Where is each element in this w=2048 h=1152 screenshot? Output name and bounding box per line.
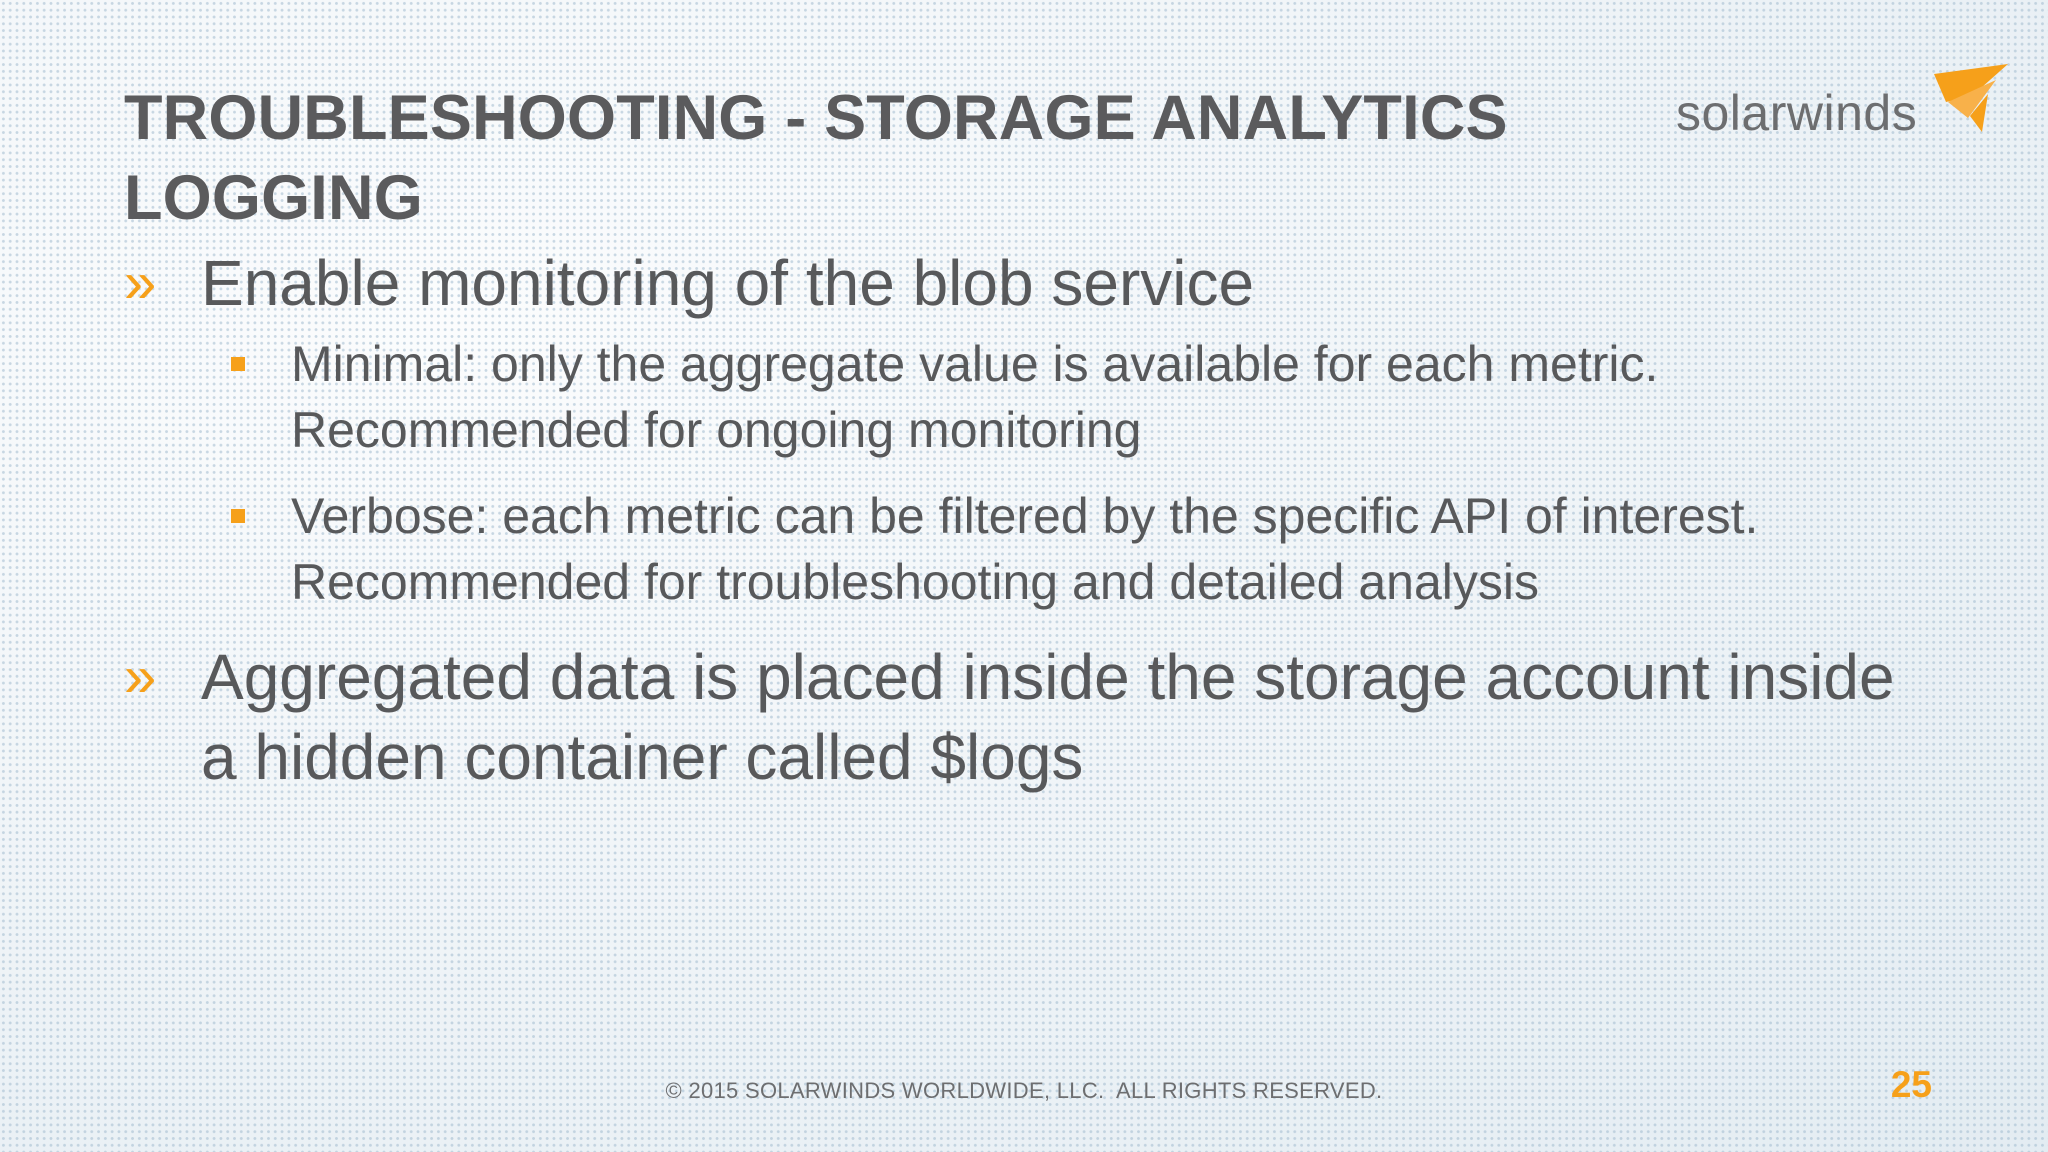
bullet-text: Aggregated data is placed inside the storage account inside a hidden container called $logs xyxy=(201,641,1895,793)
sub-bullet-item xyxy=(124,483,1944,615)
bullet-item xyxy=(124,243,1944,323)
logo-wordmark: solarwinds xyxy=(1676,85,1918,141)
square-bullet-icon xyxy=(231,357,245,371)
sub-bullet-text: Verbose: each metric can be filtered by the specific API of interest. Recommended for troubleshooting and detailed analysis xyxy=(291,488,1759,610)
solarwinds-logo xyxy=(1676,58,2016,154)
sub-bullet-text: Minimal: only the aggregate value is available for each metric. Recommended for ongoing monitoring xyxy=(291,336,1659,458)
copyright-footer: © 2015 SOLARWINDS WORLDWIDE, LLC. ALL RIGHTS RESERVED. xyxy=(665,1078,1383,1103)
bullet-list xyxy=(124,243,1944,797)
bullet-chevron-icon: » xyxy=(124,250,157,315)
sub-bullet-list xyxy=(124,331,1944,615)
square-bullet-icon xyxy=(231,509,245,523)
bullet-item xyxy=(124,637,1944,797)
page-number: 25 xyxy=(1890,1064,1932,1105)
sub-bullet-item xyxy=(124,331,1944,463)
bullet-chevron-icon: » xyxy=(124,644,157,709)
bullet-text: Enable monitoring of the blob service xyxy=(201,247,1255,319)
slide-title: TROUBLESHOOTING - STORAGE ANALYTICS LOGGING xyxy=(124,83,1508,233)
solarwinds-wind-mark-icon xyxy=(1912,58,2012,138)
